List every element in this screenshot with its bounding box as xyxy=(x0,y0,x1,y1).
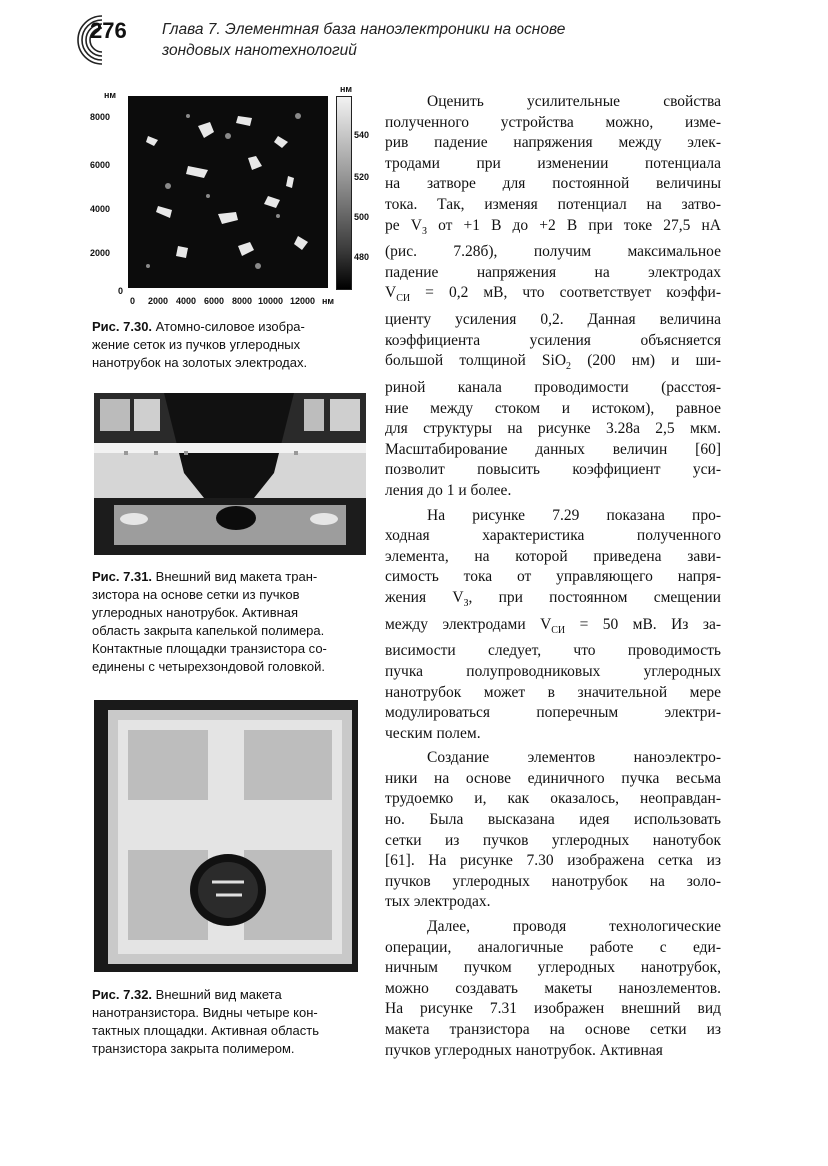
body-paragraph xyxy=(385,92,721,502)
body-line: симость тока от управляющего напря- xyxy=(385,568,721,586)
running-header-line: Глава 7. Элементная база наноэлектроники на основе xyxy=(162,21,566,38)
colorbar-tick: 500 xyxy=(354,212,370,222)
y-tick: 2000 xyxy=(90,248,111,258)
caption-line: зистора на основе сетки из пучков xyxy=(92,587,300,602)
figure-7-32-caption xyxy=(92,986,382,1058)
body-line: [61]. На рисунке 7.30 изображена сетка из xyxy=(385,852,721,870)
caption-line: нанотрубок на золотых электродах. xyxy=(92,355,308,370)
caption-line: нанотранзистора. Видны четыре кон- xyxy=(92,1005,318,1020)
x-tick: 4000 xyxy=(176,296,197,306)
body-text-column xyxy=(385,92,721,1065)
body-line: позволит повысить коэффициент уси- xyxy=(385,461,721,479)
transistor-mockup-photo xyxy=(94,393,366,555)
y-tick: 8000 xyxy=(90,112,111,122)
caption-line: Внешний вид макета xyxy=(155,987,282,1002)
body-line: тродами при изменении потенциала xyxy=(385,154,721,172)
body-line: коэффициента усиления объясняется xyxy=(385,331,721,349)
caption-line: жение сеток из пучков углеродных xyxy=(92,337,301,352)
body-line: большой толщиной SiO$_2$ (200 нм) и ши- xyxy=(385,352,721,373)
colorbar-tick: 520 xyxy=(354,172,370,182)
caption-label: Рис. 7.30. xyxy=(92,319,153,334)
x-tick: нм xyxy=(322,296,335,306)
height-colorbar xyxy=(336,96,352,290)
body-line: сетки из пучков углеродных нанотубок xyxy=(385,831,721,849)
body-line: Далее, проводя технологические xyxy=(427,918,721,936)
figure-7-31-photo xyxy=(94,393,366,555)
caption-line: Внешний вид макета тран- xyxy=(155,569,318,584)
body-line: пучка полупроводниковых углеродных xyxy=(385,662,721,680)
y-tick: 0 xyxy=(118,286,124,296)
afm-scan xyxy=(128,96,328,288)
body-line: циенту усиления 0,2. Данная величина xyxy=(385,311,721,329)
x-tick: 8000 xyxy=(232,296,253,306)
x-tick: 6000 xyxy=(204,296,225,306)
body-line: (рис. 7.28б), получим максимальное xyxy=(385,243,721,261)
nanotransistor-photo xyxy=(94,700,358,972)
body-line: трудоемко и, как оказалось, неоправдан- xyxy=(385,790,721,808)
caption-line: область закрыта капелькой полимера. xyxy=(92,623,325,638)
y-tick: 4000 xyxy=(90,204,111,214)
body-paragraph xyxy=(385,748,721,913)
caption-line: транзистора закрыта полимером. xyxy=(92,1041,295,1056)
caption-line: углеродных нанотрубок. Активная xyxy=(92,605,299,620)
body-line: элемента, на которой приведена зави- xyxy=(385,547,721,565)
body-line: жения $V_З$, при постоянном смещении xyxy=(385,588,721,610)
colorbar-unit: нм xyxy=(340,84,353,94)
body-line: нанотрубок может в значительной мере xyxy=(385,683,721,701)
body-line: ничным пучком углеродных нанотрубок, xyxy=(385,959,721,977)
body-line: висимости следует, что проводимость xyxy=(385,642,721,660)
body-line: на затворе для постоянной величины xyxy=(385,175,721,193)
body-line: ние между стоком и истоком), равное xyxy=(385,399,721,417)
body-line: Оценить усилительные свойства xyxy=(427,93,721,110)
body-line: операции, аналогичные работе с еди- xyxy=(385,938,721,956)
body-paragraph xyxy=(385,917,721,1061)
figure-7-30-afm-image xyxy=(90,84,380,310)
body-line: полученного устройства можно, изме- xyxy=(385,113,721,131)
body-line: пучков углеродных нанотрубок на золо- xyxy=(385,872,721,890)
y-tick: 6000 xyxy=(90,160,111,170)
x-tick: 10000 xyxy=(258,296,284,306)
body-line: ре $V_З$ от +1 В до +2 В при токе 27,5 нА xyxy=(385,216,721,237)
colorbar-tick: 480 xyxy=(354,252,370,262)
figure-7-30-caption xyxy=(92,318,382,372)
body-line: Масштабирование данных величин [60] xyxy=(385,440,721,458)
afm-texture xyxy=(128,96,328,288)
caption-label: Рис. 7.31. xyxy=(92,569,153,584)
body-line: для структуры на рисунке 3.28а 2,5 мкм. xyxy=(385,420,721,438)
x-tick: 0 xyxy=(130,296,136,306)
body-line: между электродами $V_{СИ} = 50$ мВ. Из за- xyxy=(385,615,721,636)
body-line: На рисунке 7.29 показана про- xyxy=(427,506,721,524)
body-line: тока. Так, изменяя потенциал на затво- xyxy=(385,195,721,213)
x-tick: 2000 xyxy=(148,296,169,306)
caption-line: тактных площадки. Активная область xyxy=(92,1023,319,1038)
body-paragraph xyxy=(385,506,721,745)
running-header-line: зондовых нанотехнологий xyxy=(162,42,357,59)
body-line: пучков углеродных нанотрубок. Активная xyxy=(385,1041,663,1059)
figure-7-32-photo xyxy=(94,700,358,972)
body-line: ники на основе единичного пучка весьма xyxy=(385,769,721,787)
caption-label: Рис. 7.32. xyxy=(92,987,153,1002)
body-line: ческим полем. xyxy=(385,724,481,742)
figure-7-31-caption xyxy=(92,568,382,676)
body-line: но. Была высказана идея использовать xyxy=(385,811,721,829)
caption-line: Контактные площадки транзистора со- xyxy=(92,641,327,656)
running-header xyxy=(162,19,622,61)
body-line: На рисунке 7.31 изображен внешний вид xyxy=(385,1000,721,1018)
body-line: рив падение напряжения между элек- xyxy=(385,134,721,152)
body-line: риной канала проводимости (расстоя- xyxy=(385,379,721,396)
body-line: Создание элементов наноэлектро- xyxy=(427,749,721,767)
caption-line: единены с четырехзондовой головкой. xyxy=(92,659,325,674)
page-number: 276 xyxy=(90,18,127,43)
x-tick: 12000 xyxy=(290,296,316,306)
body-line: $V_{СИ} = 0,2$ мВ, что соответствует коэффи- xyxy=(385,284,721,305)
body-line: ходная характеристика полученного xyxy=(385,527,721,545)
body-line: тых электродах. xyxy=(385,893,491,911)
body-line: можно создавать макеты нанозлементов. xyxy=(385,979,721,997)
body-line: макета транзистора на основе сетки из xyxy=(385,1021,721,1038)
body-line: падение напряжения на электродах xyxy=(385,263,721,281)
body-line: ления до 1 и более. xyxy=(385,481,512,499)
colorbar-tick: 540 xyxy=(354,130,370,140)
body-line: модулироваться поперечным электри- xyxy=(385,704,721,722)
y-axis-unit: нм xyxy=(104,90,117,100)
caption-line: Атомно-силовое изобра- xyxy=(155,319,305,334)
